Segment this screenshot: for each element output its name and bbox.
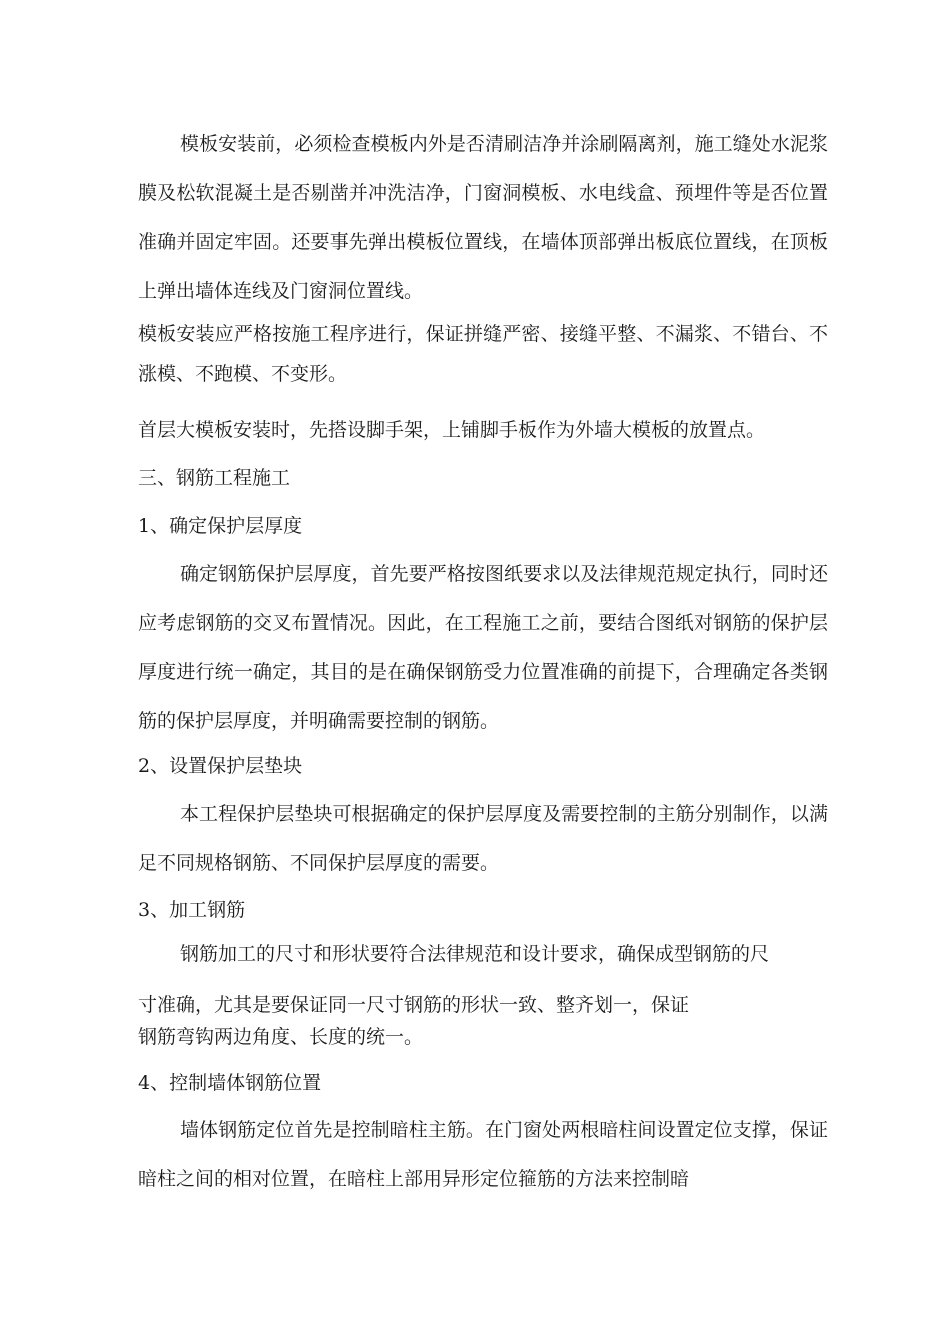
subheading-wall-rebar-position: 4、控制墙体钢筋位置 xyxy=(138,1072,322,1094)
section-heading-rebar: 三、钢筋工程施工 xyxy=(138,467,291,489)
paragraph-rebar-processing-line1: 钢筋加工的尺寸和形状要符合法律规范和设计要求，确保成型钢筋的尺 xyxy=(180,943,770,965)
paragraph-rebar-processing-line2: 寸准确，尤其是要保证同一尺寸钢筋的形状一致、整齐划一，保证 xyxy=(138,994,690,1016)
paragraph-formwork-procedure: 模板安装应严格按施工程序进行，保证拼缝严密、接缝平整、不漏浆、不错台、不涨模、不跑模、不变形。 xyxy=(138,323,828,385)
paragraph-cover-blocks: 本工程保护层垫块可根据确定的保护层厚度及需要控制的主筋分别制作，以满足不同规格钢筋、不同保护层厚度的需要。 xyxy=(138,803,828,874)
subheading-cover-blocks: 2、设置保护层垫块 xyxy=(138,755,303,777)
paragraph-formwork-check: 模板安装前，必须检查模板内外是否清刷洁净并涂刷隔离剂，施工缝处水泥浆膜及松软混凝土是否剔凿并冲洗洁净，门窗洞模板、水电线盒、预埋件等是否位置准确并固定牢固。还要事先弹出模板位置线，在墙体顶部弹出板底位置线，在顶板上弹出墙体连线及门窗洞位置线。 xyxy=(138,133,828,302)
paragraph-wall-rebar-position: 墙体钢筋定位首先是控制暗柱主筋。在门窗处两根暗柱间设置定位支撑，保证暗柱之间的相对位置，在暗柱上部用异形定位箍筋的方法来控制暗 xyxy=(138,1119,828,1190)
paragraph-rebar-processing-line3: 钢筋弯钩两边角度、长度的统一。 xyxy=(138,1026,424,1048)
subheading-cover-thickness: 1、确定保护层厚度 xyxy=(138,515,303,537)
paragraph-cover-thickness: 确定钢筋保护层厚度，首先要严格按图纸要求以及法律规范规定执行，同时还应考虑钢筋的交叉布置情况。因此，在工程施工之前，要结合图纸对钢筋的保护层厚度进行统一确定，其目的是在确保钢筋受力位置准确的前提下，合理确定各类钢筋的保护层厚度，并明确需要控制的钢筋。 xyxy=(138,563,828,732)
subheading-rebar-processing: 3、加工钢筋 xyxy=(138,899,246,921)
paragraph-first-floor-formwork: 首层大模板安装时，先搭设脚手架，上铺脚手板作为外墙大模板的放置点。 xyxy=(138,419,766,441)
